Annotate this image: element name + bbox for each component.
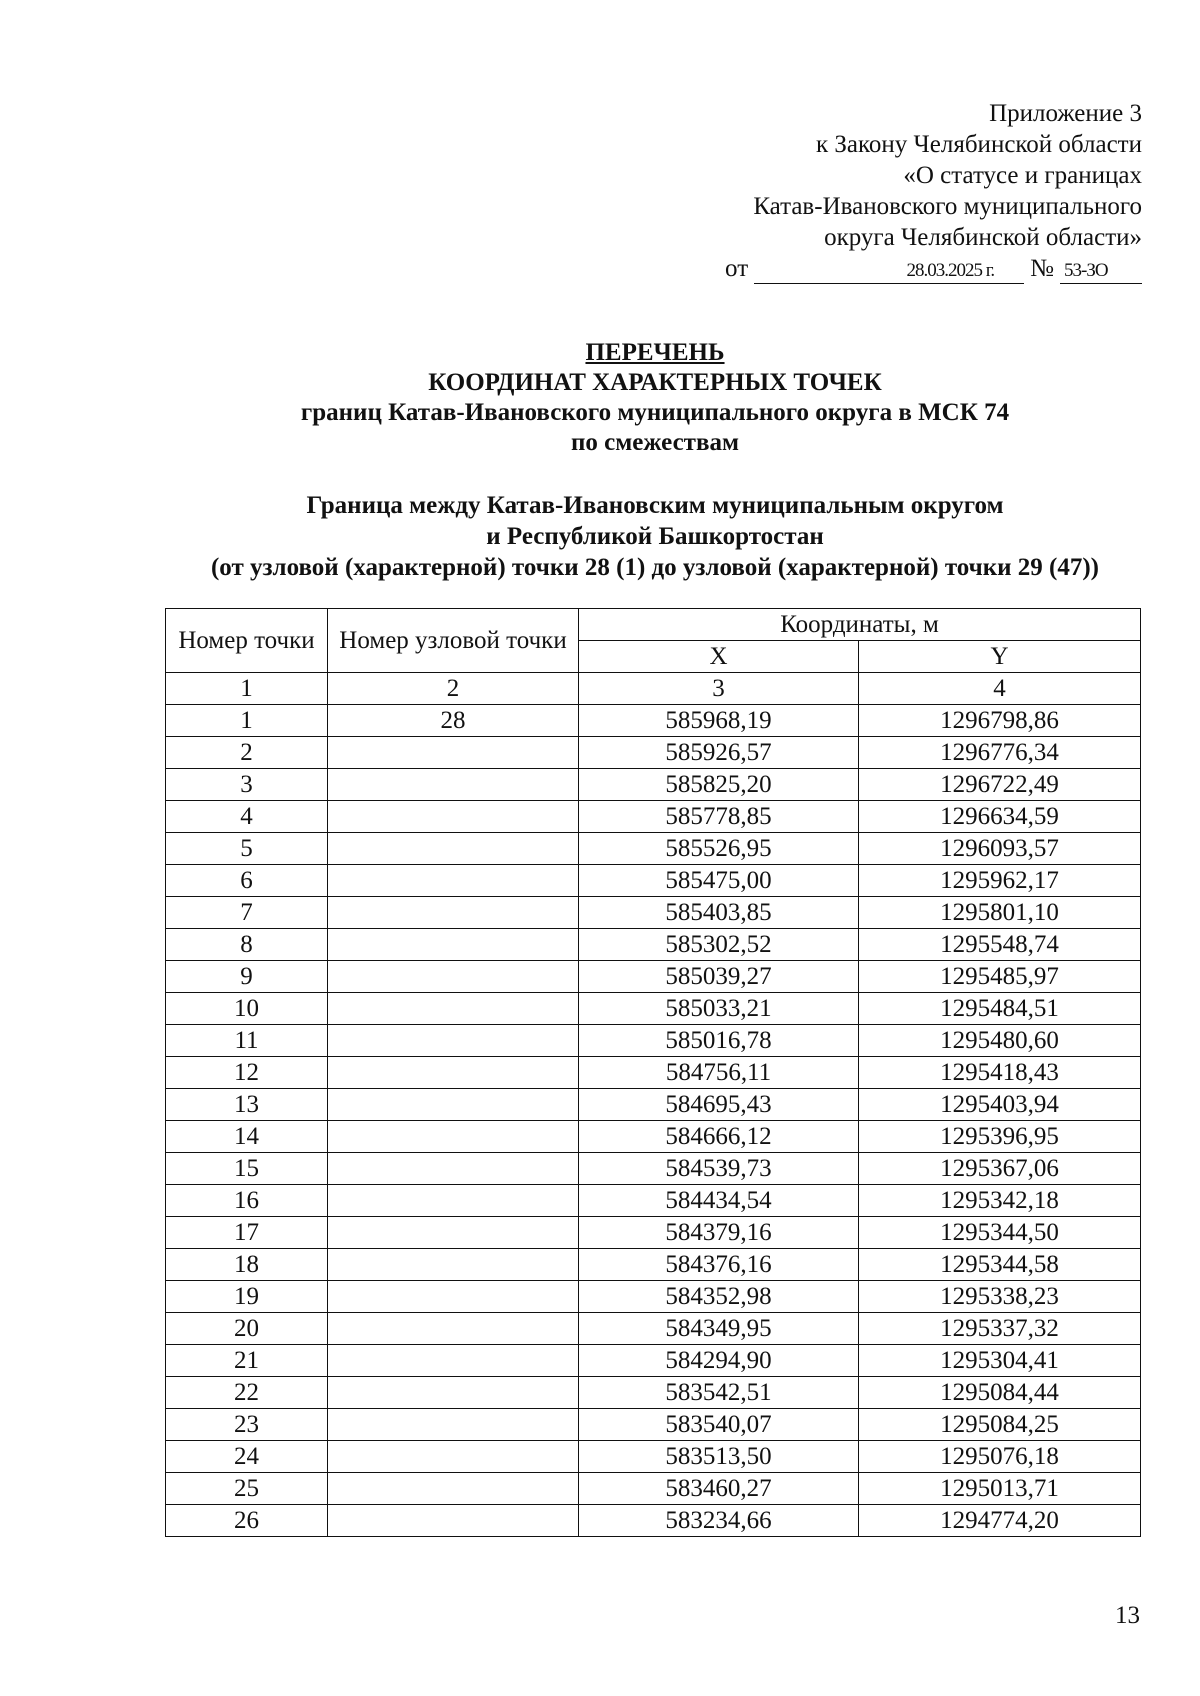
title-line-2: КООРДИНАТ ХАРАКТЕРНЫХ ТОЧЕК (428, 369, 882, 396)
table-row (166, 1121, 1141, 1153)
table-row (166, 1153, 1141, 1185)
x-coordinate-cell: 584695,43 (579, 1089, 859, 1121)
title-line-4: по смежествам (571, 429, 739, 456)
table-row (166, 1057, 1141, 1089)
table-row (166, 1345, 1141, 1377)
appendix-line-1: Приложение 3 (989, 100, 1142, 127)
node-number-cell (328, 833, 579, 865)
x-coordinate-cell: 584376,16 (579, 1249, 859, 1281)
x-coordinate-cell: 585016,78 (579, 1025, 859, 1057)
x-coordinate-cell: 585825,20 (579, 769, 859, 801)
table-row (166, 1249, 1141, 1281)
x-coordinate-cell: 585526,95 (579, 833, 859, 865)
table-row (166, 1185, 1141, 1217)
point-number-cell: 5 (166, 833, 328, 865)
node-number-cell (328, 737, 579, 769)
point-number-cell: 3 (166, 769, 328, 801)
x-coordinate-cell: 583234,66 (579, 1505, 859, 1537)
subtitle-line-2: и Республикой Башкортостан (486, 523, 824, 550)
point-number-cell: 17 (166, 1217, 328, 1249)
boundary-subtitle (0, 490, 1200, 583)
x-coordinate-cell: 584379,16 (579, 1217, 859, 1249)
node-number-cell (328, 1089, 579, 1121)
y-coordinate-cell: 1295403,94 (859, 1089, 1141, 1121)
x-coordinate-cell: 584349,95 (579, 1313, 859, 1345)
subtitle-line-3: (от узловой (характерной) точки 28 (1) до узловой (характерной) точки 29 (47)) (210, 554, 1100, 581)
point-number-cell: 4 (166, 801, 328, 833)
table-row (166, 1089, 1141, 1121)
y-coordinate-cell: 1295396,95 (859, 1121, 1141, 1153)
x-coordinate-cell: 584539,73 (579, 1153, 859, 1185)
node-number-cell: 28 (328, 705, 579, 737)
coordinates-table (165, 608, 1141, 1537)
point-number-cell: 18 (166, 1249, 328, 1281)
point-number-cell: 22 (166, 1377, 328, 1409)
table-row (166, 737, 1141, 769)
title-line-3: границ Катав-Ивановского муниципального округа в МСК 74 (300, 399, 1010, 426)
y-coordinate-cell: 1296776,34 (859, 737, 1141, 769)
x-coordinate-cell: 583460,27 (579, 1473, 859, 1505)
y-coordinate-cell: 1296093,57 (859, 833, 1141, 865)
node-number-cell (328, 865, 579, 897)
table-row (166, 929, 1141, 961)
node-number-cell (328, 1313, 579, 1345)
x-coordinate-cell: 585778,85 (579, 801, 859, 833)
point-number-cell: 8 (166, 929, 328, 961)
header-node-number: Номер узловой точки (328, 609, 579, 673)
x-coordinate-cell: 585302,52 (579, 929, 859, 961)
y-coordinate-cell: 1296798,86 (859, 705, 1141, 737)
table-body (166, 705, 1141, 1537)
y-coordinate-cell: 1295418,43 (859, 1057, 1141, 1089)
y-coordinate-cell: 1295962,17 (859, 865, 1141, 897)
point-number-cell: 24 (166, 1441, 328, 1473)
x-coordinate-cell: 583513,50 (579, 1441, 859, 1473)
subtitle-line-1: Граница между Катав-Ивановским муниципальным округом (306, 492, 1004, 519)
point-number-cell: 20 (166, 1313, 328, 1345)
document-title (0, 338, 1200, 458)
table-row (166, 769, 1141, 801)
header-x: X (579, 641, 859, 673)
appendix-line-4: Катав-Ивановского муниципального (753, 193, 1142, 220)
node-number-cell (328, 993, 579, 1025)
point-number-cell: 15 (166, 1153, 328, 1185)
y-coordinate-cell: 1295801,10 (859, 897, 1141, 929)
y-coordinate-cell: 1295084,25 (859, 1409, 1141, 1441)
x-coordinate-cell: 583540,07 (579, 1409, 859, 1441)
title-line-1: ПЕРЕЧЕНЬ (585, 339, 725, 366)
page-number: 13 (1115, 1602, 1140, 1629)
x-coordinate-cell: 584434,54 (579, 1185, 859, 1217)
node-number-cell (328, 961, 579, 993)
node-number-cell (328, 929, 579, 961)
node-number-cell (328, 1057, 579, 1089)
law-number: 53-ЗО (1060, 259, 1142, 284)
header-coordinates: Координаты, м (579, 609, 1141, 641)
table-row (166, 865, 1141, 897)
column-number-2: 2 (328, 673, 579, 705)
point-number-cell: 7 (166, 897, 328, 929)
point-number-cell: 6 (166, 865, 328, 897)
x-coordinate-cell: 585475,00 (579, 865, 859, 897)
x-coordinate-cell: 585039,27 (579, 961, 859, 993)
law-date-number-line (719, 253, 1142, 284)
table-row (166, 1505, 1141, 1537)
header-point-number: Номер точки (166, 609, 328, 673)
x-coordinate-cell: 585926,57 (579, 737, 859, 769)
y-coordinate-cell: 1295480,60 (859, 1025, 1141, 1057)
point-number-cell: 21 (166, 1345, 328, 1377)
table-row (166, 1025, 1141, 1057)
node-number-cell (328, 769, 579, 801)
x-coordinate-cell: 584756,11 (579, 1057, 859, 1089)
y-coordinate-cell: 1295484,51 (859, 993, 1141, 1025)
point-number-cell: 1 (166, 705, 328, 737)
y-coordinate-cell: 1295367,06 (859, 1153, 1141, 1185)
appendix-header (719, 98, 1142, 284)
node-number-cell (328, 1217, 579, 1249)
table-row (166, 1313, 1141, 1345)
table-row (166, 897, 1141, 929)
table-row (166, 1217, 1141, 1249)
point-number-cell: 14 (166, 1121, 328, 1153)
column-numbers-row (166, 673, 1141, 705)
node-number-cell (328, 1377, 579, 1409)
point-number-cell: 25 (166, 1473, 328, 1505)
header-y: Y (859, 641, 1141, 673)
y-coordinate-cell: 1295342,18 (859, 1185, 1141, 1217)
node-number-cell (328, 1025, 579, 1057)
y-coordinate-cell: 1295337,32 (859, 1313, 1141, 1345)
node-number-cell (328, 1121, 579, 1153)
y-coordinate-cell: 1295338,23 (859, 1281, 1141, 1313)
y-coordinate-cell: 1295548,74 (859, 929, 1141, 961)
y-coordinate-cell: 1295485,97 (859, 961, 1141, 993)
point-number-cell: 11 (166, 1025, 328, 1057)
point-number-cell: 19 (166, 1281, 328, 1313)
x-coordinate-cell: 584352,98 (579, 1281, 859, 1313)
node-number-cell (328, 1345, 579, 1377)
column-number-4: 4 (859, 673, 1141, 705)
point-number-cell: 2 (166, 737, 328, 769)
x-coordinate-cell: 585033,21 (579, 993, 859, 1025)
node-number-cell (328, 1505, 579, 1537)
point-number-cell: 16 (166, 1185, 328, 1217)
y-coordinate-cell: 1296634,59 (859, 801, 1141, 833)
y-coordinate-cell: 1295084,44 (859, 1377, 1141, 1409)
point-number-cell: 26 (166, 1505, 328, 1537)
node-number-cell (328, 801, 579, 833)
node-number-cell (328, 1153, 579, 1185)
column-number-3: 3 (579, 673, 859, 705)
point-number-cell: 13 (166, 1089, 328, 1121)
table-row (166, 1281, 1141, 1313)
point-number-cell: 9 (166, 961, 328, 993)
x-coordinate-cell: 584294,90 (579, 1345, 859, 1377)
node-number-cell (328, 1281, 579, 1313)
x-coordinate-cell: 585968,19 (579, 705, 859, 737)
node-number-cell (328, 1441, 579, 1473)
point-number-cell: 23 (166, 1409, 328, 1441)
table-row (166, 961, 1141, 993)
x-coordinate-cell: 583542,51 (579, 1377, 859, 1409)
point-number-cell: 10 (166, 993, 328, 1025)
column-number-1: 1 (166, 673, 328, 705)
node-number-cell (328, 1185, 579, 1217)
node-number-cell (328, 1249, 579, 1281)
table-row (166, 801, 1141, 833)
x-coordinate-cell: 584666,12 (579, 1121, 859, 1153)
y-coordinate-cell: 1295013,71 (859, 1473, 1141, 1505)
y-coordinate-cell: 1295344,58 (859, 1249, 1141, 1281)
table-row (166, 1409, 1141, 1441)
number-prefix: № (1030, 255, 1054, 282)
table-row (166, 1473, 1141, 1505)
node-number-cell (328, 1473, 579, 1505)
point-number-cell: 12 (166, 1057, 328, 1089)
appendix-line-3: «О статусе и границах (903, 162, 1142, 189)
node-number-cell (328, 897, 579, 929)
date-prefix: от (725, 255, 749, 282)
x-coordinate-cell: 585403,85 (579, 897, 859, 929)
table-row (166, 1377, 1141, 1409)
node-number-cell (328, 1409, 579, 1441)
y-coordinate-cell: 1295304,41 (859, 1345, 1141, 1377)
table-row (166, 833, 1141, 865)
appendix-line-2: к Закону Челябинской области (816, 131, 1142, 158)
table-header-row (166, 609, 1141, 641)
law-date: 28.03.2025 г. (754, 259, 1024, 284)
appendix-line-5: округа Челябинской области» (824, 224, 1142, 251)
y-coordinate-cell: 1295076,18 (859, 1441, 1141, 1473)
y-coordinate-cell: 1295344,50 (859, 1217, 1141, 1249)
y-coordinate-cell: 1296722,49 (859, 769, 1141, 801)
y-coordinate-cell: 1294774,20 (859, 1505, 1141, 1537)
table-row (166, 705, 1141, 737)
table-row (166, 993, 1141, 1025)
table-row (166, 1441, 1141, 1473)
